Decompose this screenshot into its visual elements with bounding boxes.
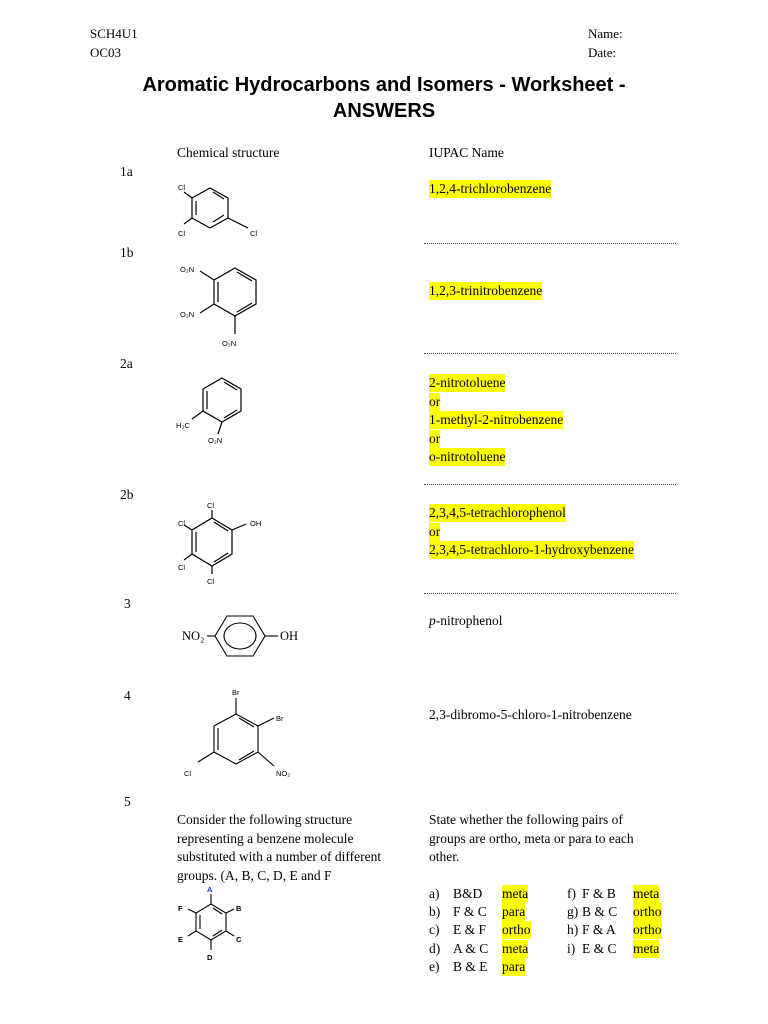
nitro-label: O₂N [208, 436, 223, 445]
bromo-label: Br [232, 688, 240, 697]
methyl-label: H₃C [176, 421, 190, 430]
name-label: Name: [588, 26, 623, 41]
bromo-label: Br [276, 714, 284, 723]
pair-groups: B&D [453, 886, 483, 901]
nitro-label: NO₂ [182, 629, 205, 643]
pair-groups: E & F [453, 922, 487, 938]
pair-answer: meta [633, 940, 660, 956]
pair-groups: B & E [453, 958, 488, 974]
chloro-label: Cl [184, 769, 192, 778]
group-label-b: B [236, 904, 242, 913]
page-title: Aromatic Hydrocarbons and Isomers - Worksheet - [142, 74, 626, 96]
chloro-label: Cl [178, 229, 186, 238]
nitro-label: O₂N [222, 339, 237, 348]
chloro-label: Cl [178, 563, 186, 572]
nitro-label: O₂N [180, 310, 195, 319]
structure-3-icon [178, 610, 308, 660]
nitro-label: O₂N [180, 265, 195, 274]
question-number: 5 [124, 794, 131, 809]
pair-letter: b) [429, 904, 441, 920]
course-code: SCH4U1 [90, 26, 138, 41]
group-label-f: F [178, 904, 183, 913]
chloro-label: Cl [207, 577, 215, 586]
pair-letter: g) [567, 904, 579, 920]
pair-groups: F & B [582, 886, 616, 901]
page-title-answers: ANSWERS [332, 100, 436, 122]
pair-groups: E & C [582, 940, 617, 956]
q5-prompt-right: State whether the following pairs of groups are ortho, meta or para to each other. [429, 812, 634, 864]
question-number: 1a [120, 164, 133, 179]
question-number: 2a [120, 356, 133, 371]
chloro-label: Cl [250, 229, 258, 238]
hydroxyl-label: OH [280, 629, 299, 643]
pair-groups: F & C [453, 904, 487, 920]
pair-answer: meta [633, 886, 660, 901]
pair-answer: para [502, 958, 526, 974]
pair-groups: A & C [453, 940, 489, 956]
structure-1a-icon [170, 176, 290, 246]
structure-4-icon [170, 686, 310, 786]
group-label-e: E [178, 935, 184, 944]
answer-1a: 1,2,4-trichlorobenzene [429, 181, 552, 196]
answer-4: 2,3-dibromo-5-chloro-1-nitrobenzene [429, 707, 632, 722]
pair-letter: h) [567, 922, 579, 938]
date-label: Date: [588, 45, 617, 60]
structure-2b-icon [170, 500, 290, 595]
pair-answer: ortho [502, 922, 531, 938]
pair-answer: meta [502, 886, 529, 901]
nitro-label: NO₂ [276, 769, 291, 778]
unit-code: OC03 [90, 45, 122, 60]
answer-2b: 2,3,4,5-tetrachlorophenol or 2,3,4,5-tetrachloro-1-hydroxybenzene [429, 505, 635, 557]
answer-1b: 1,2,3-trinitrobenzene [429, 283, 543, 298]
pairs-table [429, 885, 679, 980]
question-number: 3 [124, 596, 131, 611]
answer-divider [424, 353, 676, 354]
chloro-label: Cl [207, 501, 215, 510]
pair-groups: B & C [582, 904, 618, 920]
answer-2a: 2-nitrotoluene or 1-methyl-2-nitrobenzene or o-nitrotoluene [429, 375, 564, 464]
substituted-benzene-icon [170, 884, 260, 966]
answer-divider [424, 593, 676, 594]
answer-3: p-nitrophenol [429, 613, 503, 628]
pair-letter: a) [429, 886, 440, 901]
q5-prompt-left: Consider the following structure representing a benzene molecule substituted with a number of different groups. (A, B, C, D, E and F [177, 812, 382, 883]
answer-divider [424, 484, 676, 485]
question-number: 1b [120, 245, 134, 260]
pair-answer: para [502, 904, 526, 920]
pair-groups: F & A [582, 922, 616, 938]
pair-letter: e) [429, 958, 440, 974]
pair-answer: ortho [633, 904, 662, 920]
answer-divider [424, 243, 676, 244]
structure-2a-icon [170, 370, 290, 450]
pair-letter: c) [429, 922, 440, 938]
chloro-label: Cl [178, 183, 186, 192]
group-label-a: A [207, 885, 213, 894]
structure-1b-icon [170, 258, 290, 353]
structure-column-header: Chemical structure [177, 145, 280, 160]
pair-answer: meta [502, 940, 529, 956]
pair-letter: i) [567, 940, 576, 956]
iupac-column-header: IUPAC Name [429, 145, 504, 160]
chloro-label: Cl [178, 519, 186, 528]
pair-letter: f) [567, 886, 576, 901]
question-number: 4 [124, 688, 131, 703]
group-label-c: C [236, 935, 242, 944]
hydroxyl-label: OH [250, 519, 262, 528]
question-number: 2b [120, 487, 134, 502]
pair-answer: ortho [633, 922, 662, 938]
group-label-d: D [207, 953, 213, 962]
pair-letter: d) [429, 940, 441, 956]
